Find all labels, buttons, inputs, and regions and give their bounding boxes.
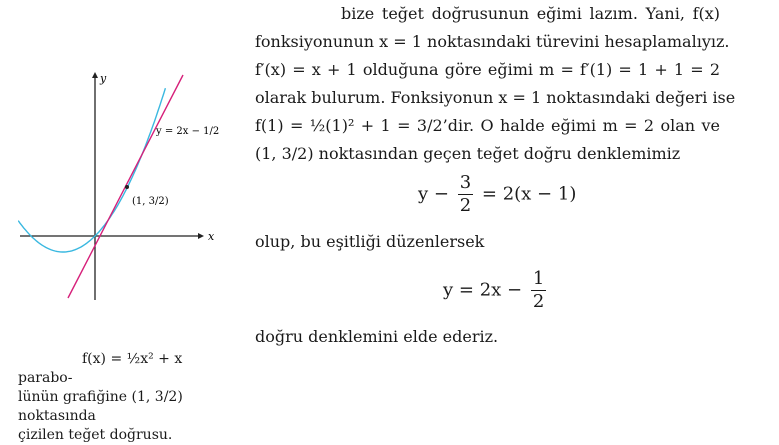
tangent-equation-label: y = 2x − 1/2 [156,126,220,137]
equation-1-numerator: 3 [459,172,472,193]
paragraph-2: olup, bu eşitliği düzenlersek [255,232,485,251]
paragraph-1-line-6: (1, 3/2) noktasından geçen teğet doğru denklemimiz [255,144,681,163]
equation-1 [418,172,576,217]
tangent-figure [18,70,228,310]
equation-1-left: y − [418,183,449,205]
paragraph-1-line-4: olarak bulurum. Fonksiyonun x = 1 noktasındaki değeri ise [255,88,736,107]
parabola-tangent-graph [18,70,228,310]
paragraph-1-line-1: bize teğet doğrusunun eğimi lazım. Yani, f(x) [341,4,720,23]
caption-line-2: lünün grafiğine (1, 3/2) noktasında [18,389,183,424]
paragraph-1-line-2: fonksiyonunun x = 1 noktasındaki türevini hesaplamalıyız. [255,32,730,51]
figure-caption [18,350,233,445]
equation-2 [443,268,549,313]
equation-1-right: = 2(x − 1) [481,183,577,205]
paragraph-1 [255,0,736,168]
equation-2-denominator: 2 [532,291,545,312]
x-axis-arrow-icon [198,233,204,239]
y-axis-label: y [100,72,107,85]
parabola-curve [18,88,165,252]
paragraph-3: doğru denklemini elde ederiz. [255,327,499,346]
paragraph-1-line-3: f′(x) = x + 1 olduğuna göre eğimi m = f′(1) = 1 + 1 = 2 [255,60,720,79]
equation-1-denominator: 2 [459,195,472,216]
caption-line-3: çizilen teğet doğrusu. [18,427,173,443]
equation-2-numerator: 1 [532,268,545,289]
equation-1-fraction [458,172,473,217]
x-axis-label: x [208,230,215,243]
equation-2-fraction [531,268,546,313]
paragraph-1-line-5: f(1) = ½(1)² + 1 = 3/2’dir. O halde eğimi m = 2 olan ve [255,116,720,135]
y-axis-arrow-icon [92,72,98,78]
point-label: (1, 3/2) [132,196,169,207]
tangent-point [125,185,129,189]
caption-line-1: f(x) = ½x² + x parabo- [18,351,183,386]
equation-2-left: y = 2x − [443,279,523,301]
